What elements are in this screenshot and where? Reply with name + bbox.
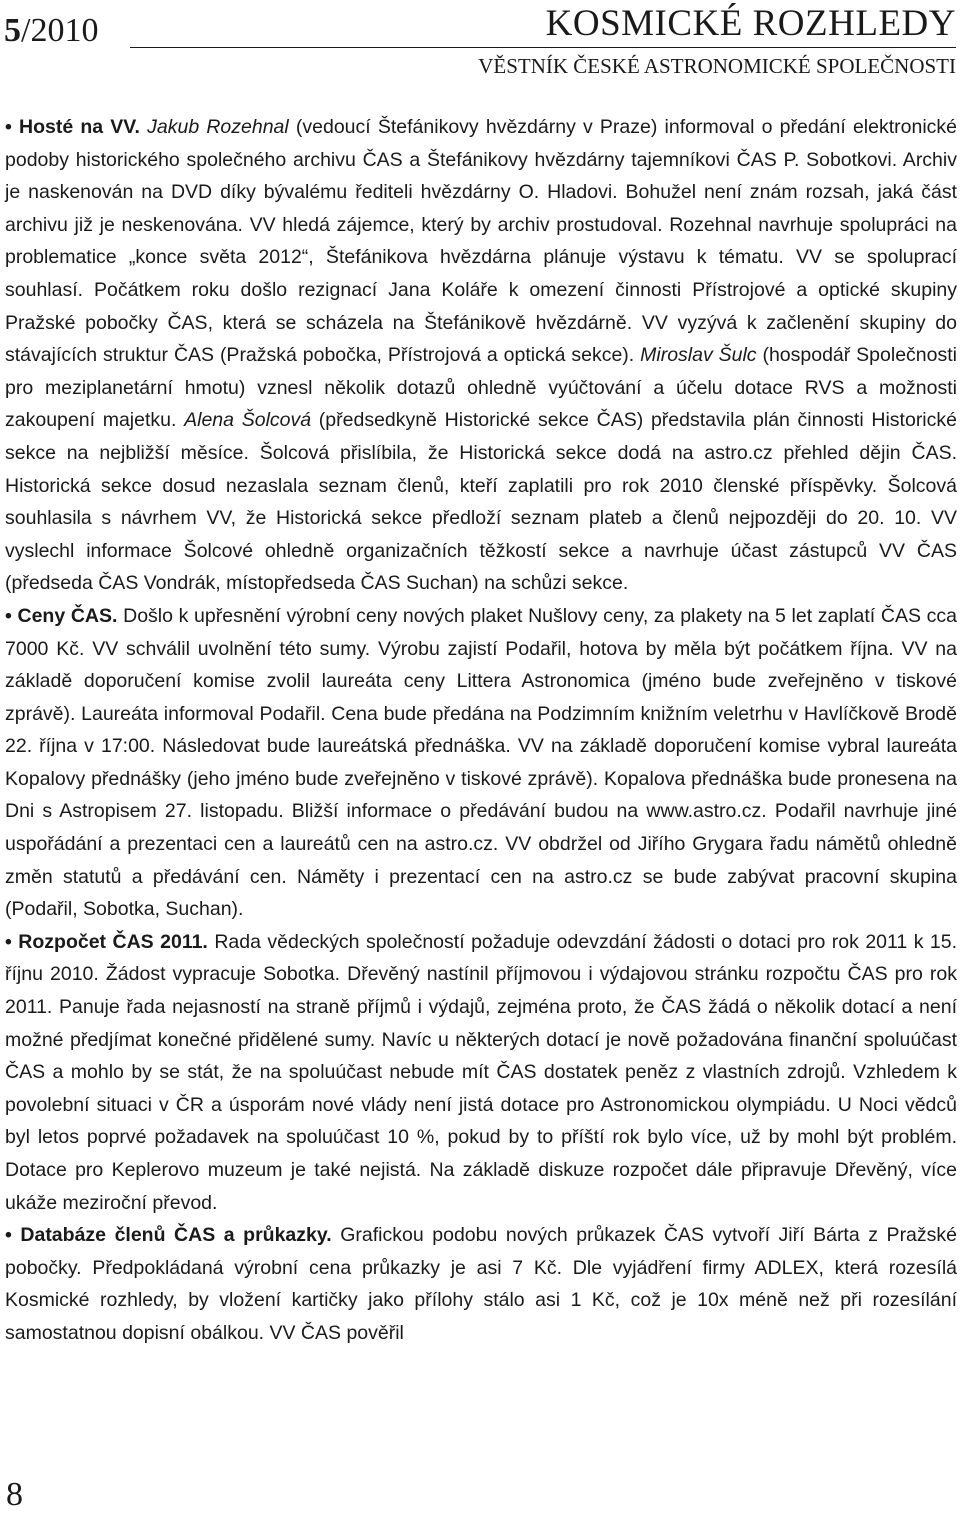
section-heading-database: Databáze členů ČAS a průkazky. — [20, 1224, 332, 1247]
person-name: Alena Šolcová — [184, 409, 312, 432]
bullet: • — [5, 604, 12, 627]
paragraph-text: Grafickou podobu nových průkazek ČAS vytvoří Jiří Bárta z Pražské pobočky. Předpokládaná výrobní cena průkazky je asi 7 Kč. Dle vyjádření firmy ADLEX, která rozesílá Kosmické rozhledy, by vložení kartičky jako přílohy stálo asi 1 Kč, což je 10x méně než při rozesílání samostatnou dopisní obálkou. VV ČAS pověřil — [5, 1224, 958, 1344]
issue-label — [4, 12, 98, 50]
magazine-title: KOSMICKÉ ROZHLEDY — [532, 2, 956, 45]
issue-number: 5 — [4, 12, 21, 49]
header-rule — [130, 47, 956, 48]
issue-year: /2010 — [21, 12, 99, 49]
paragraph-text: Rada vědeckých společností požaduje odevzdání žádosti o dotaci pro rok 2011 k 15. říjnu 2010. Žádost vypracuje Sobotka. Dřevěný nastínil příjmovou i výdajovou stránku rozpočtu ČAS pro rok 2011. Panuje řada nejasností na straně příjmů i výdajů, zejména proto, že ČAS žádá o několik dotací a není možné předjímat konečné přidělené sumy. Navíc u některých dotací je nově požadována finanční spoluúčast ČAS a mohlo by se stát, že na spoluúčast nebude mít ČAS dostatek peněz z vlastních zdrojů. Vzhledem k povolební situaci v ČR a úsporám nové vlády není jistá dotace pro Astronomickou olympiádu. U Noci vědců byl letos poprvé požadavek na spoluúčast 10 %, pokud by to příští rok bylo více, už by mohl být problém. Dotace pro Keplerovo muzeum je také nejistá. Na základě diskuze rozpočet dále připravuje Dřevěný, více ukáže meziroční převod. — [5, 930, 958, 1214]
page-number: 8 — [6, 1476, 23, 1513]
section-heading-guests: Hosté na VV. — [19, 116, 140, 138]
paragraph-text: (předsedkyně Historické sekce ČAS) představila plán činnosti Historické sekce na nejbližší měsíce. Šolcová přislíbila, že Historická sekce dodá na astro.cz přehled dějin ČAS. Historická sekce dosud nezaslala seznam členů, kteří zaplatili pro rok 2010 členské příspěvky. Šolcová souhlasila s návrhem VV, že Historická sekce předloží seznam plateb a členů nejpozději do 20. 10. VV vyslechl informace Šolcové ohledně organizačních těžkostí sekce a navrhuje účast zástupců VV ČAS (předseda ČAS Vondrák, místopředseda ČAS Suchan) na schůzi sekce. — [5, 409, 957, 595]
bullet: • — [5, 1224, 12, 1247]
section-database — [5, 1219, 957, 1349]
bullet: • — [5, 116, 12, 138]
section-heading-budget: Rozpočet ČAS 2011. — [18, 930, 208, 953]
person-name: Miroslav Šulc — [640, 344, 757, 367]
page-header — [0, 0, 960, 90]
section-prizes — [5, 600, 957, 926]
paragraph-text: Došlo k upřesnění výrobní ceny nových plaket Nušlovy ceny, za plakety na 5 let zaplatí ČAS cca 7000 Kč. VV schválil uvolnění této sumy. Výrobu zajistí Podařil, hotova by měla být počátkem října. VV na základě doporučení komise zvolil laureáta ceny Littera Astronomica (jméno bude zveřejněno v tiskové zprávě). Laureáta informoval Podařil. Cena bude předána na Podzimním knižním veletrhu v Havlíčkově Brodě 22. října v 17:00. Následovat bude laureátská přednáška. VV na základě doporučení komise vybral laureáta Kopalovy přednášky (jeho jméno bude zveřejněno v tiskové zprávě). Kopalova přednáška bude pronesena na Dni s Astropisem 27. listopadu. Bližší informace o předávání budou na www.astro.cz. Podařil navrhuje jiné uspořádání a prezentaci cen a laureátů cen na astro.cz. VV obdržel od Jiřího Grygara řadu námětů ohledně změn statutů a předávání cen. Náměty i prezentací cen na astro.cz se bude zabývat pracovní skupina (Podařil, Sobotka, Suchan). — [5, 604, 957, 921]
person-name: Jakub Rozehnal — [147, 116, 289, 138]
article-body — [5, 111, 957, 1350]
section-budget — [5, 926, 957, 1219]
bullet: • — [5, 930, 12, 953]
paragraph-text: (vedoucí Štefánikovy hvězdárny v Praze) informoval o předání elektronické podoby historického společného archivu ČAS a Štefánikovy hvězdárny tajemníkovi ČAS P. Sobotkovi. Archiv je naskenován na DVD díky bývalému řediteli hvězdárny O. Hladovi. Bohužel není znám rozsah, jaká část archivu již je neskenována. VV hledá zájemce, který by archiv prostudoval. Rozehnal navrhuje spolupráci na problematice „konce světa 2012“, Štefánikova hvězdárna plánuje výstavu k tématu. VV se spoluprací souhlasí. Počátkem roku došlo rezignací Jana Koláře k omezení činnosti Přístrojové a optické skupiny Pražské pobočky ČAS, která se scházela na Štefánikově hvězdárně. VV vyzývá k začlenění skupiny do stávajících struktur ČAS (Pražská pobočka, Přístrojová a optická sekce). — [5, 116, 958, 367]
section-heading-prizes: Ceny ČAS. — [17, 604, 118, 627]
magazine-subtitle: VĚSTNÍK ČESKÉ ASTRONOMICKÉ SPOLEČNOSTI — [478, 54, 956, 78]
paragraph-text: (hospodář Společnosti pro meziplanetární hmotu) vznesl několik dotazů ohledně vyúčtování a účelu dotace RVS a možnosti zakoupení majetku. — [5, 344, 957, 432]
section-guests — [5, 111, 957, 600]
